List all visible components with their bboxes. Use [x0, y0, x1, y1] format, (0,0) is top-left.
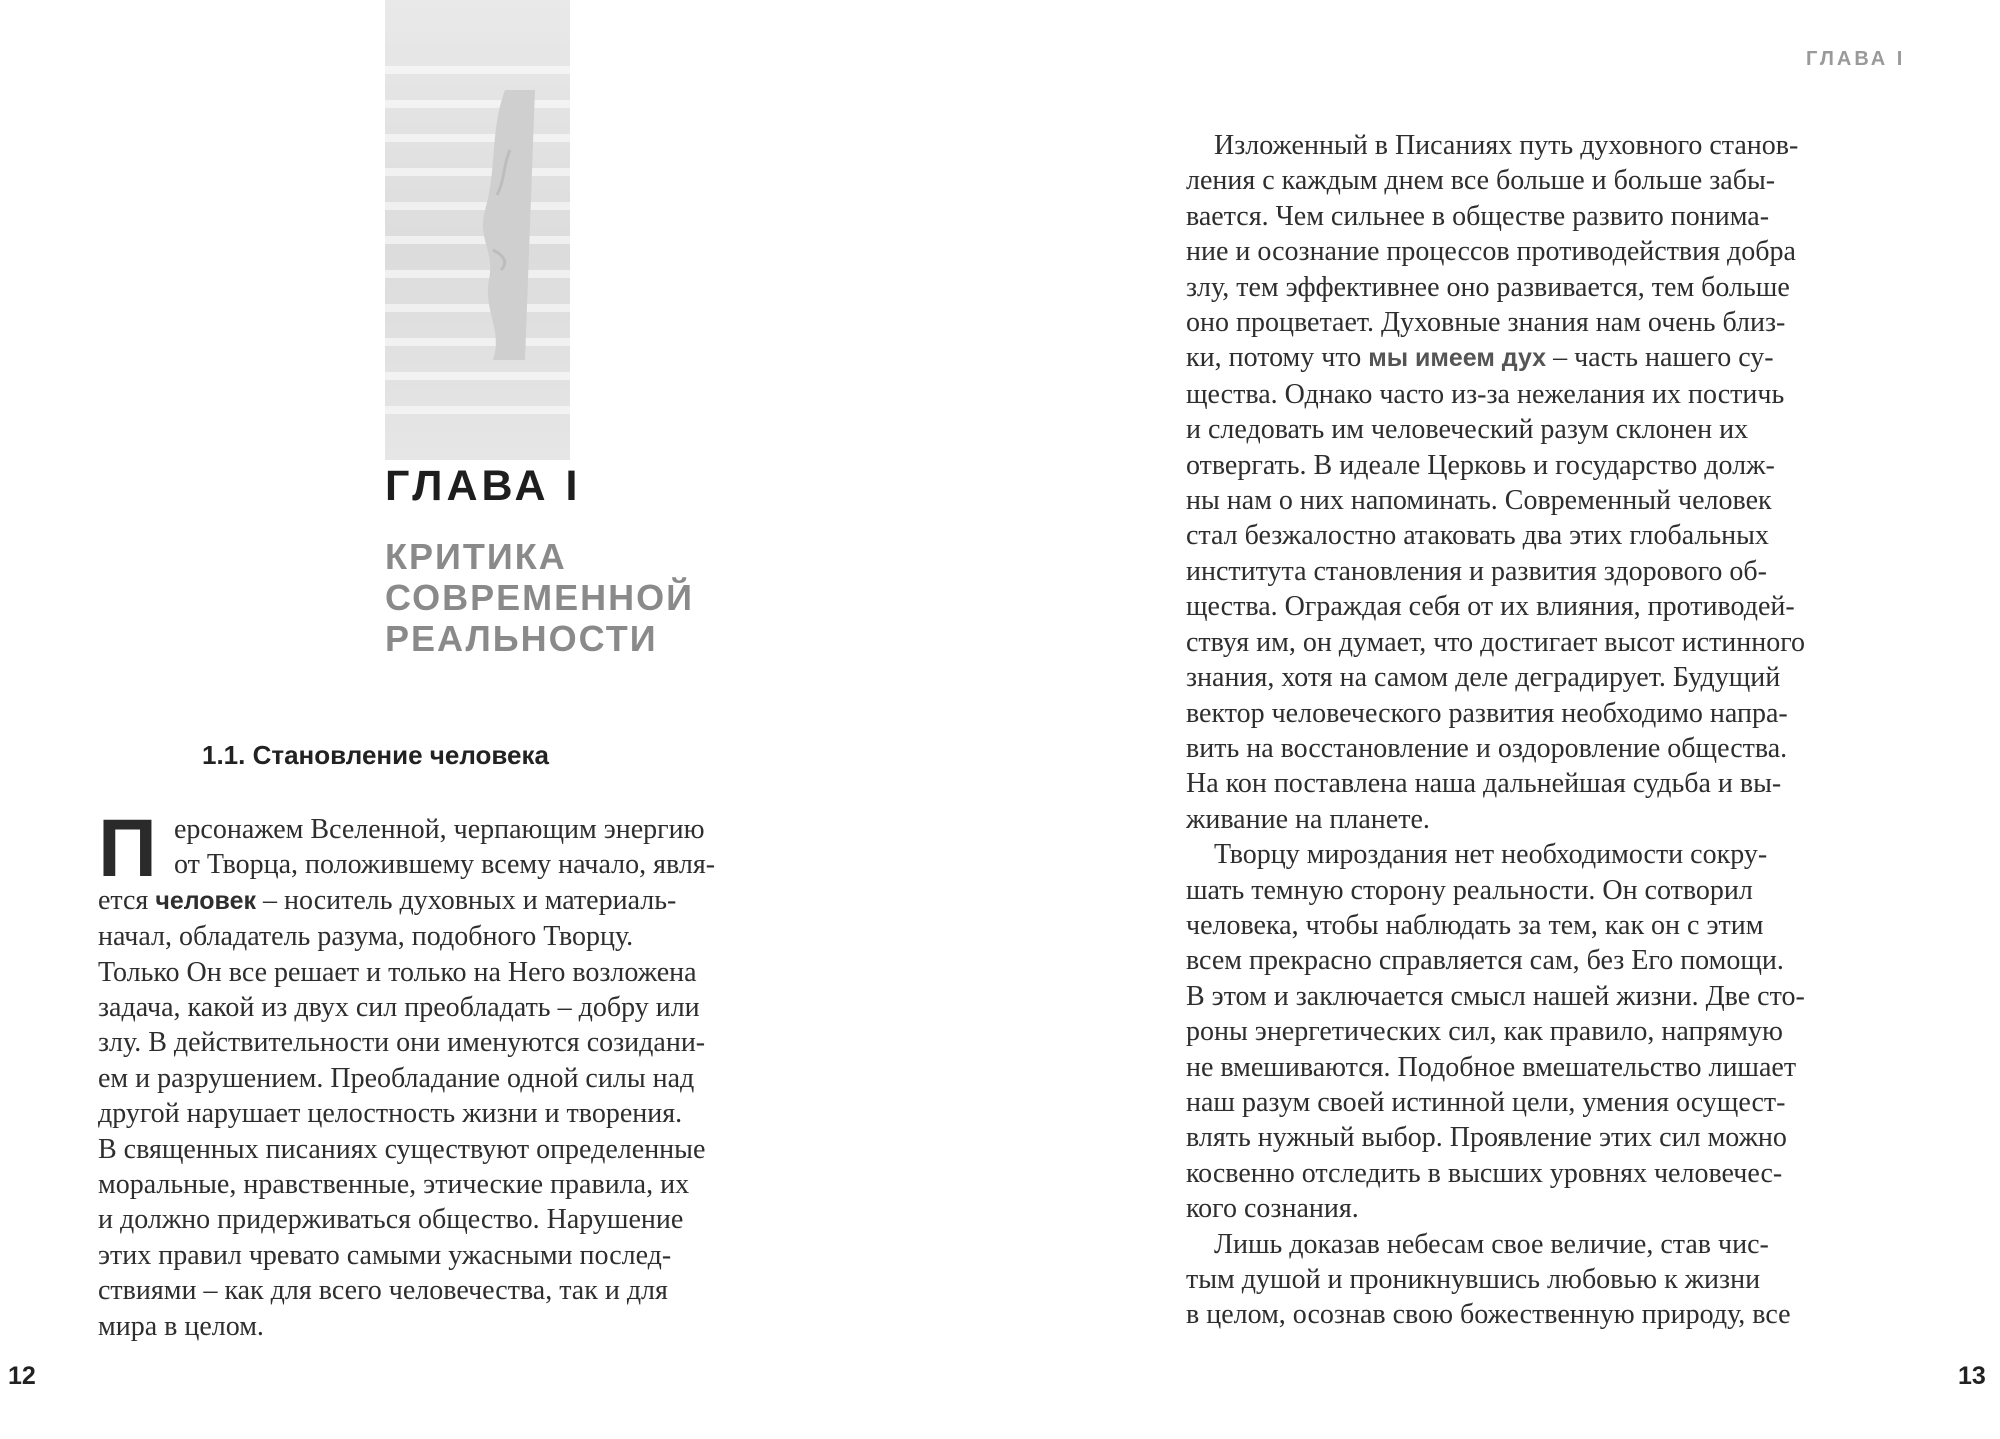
- text-run: ны нам о них напоминать. Современный человек: [1186, 485, 1772, 517]
- text-line: [98, 1025, 828, 1060]
- text-run: и следовать им человеческий разум склонен их: [1186, 414, 1749, 446]
- text-line: [1186, 1120, 1911, 1155]
- text-line: [1186, 837, 1911, 872]
- text-run: злу, тем эффективнее оно развивается, тем больше: [1186, 271, 1790, 303]
- text-line: [98, 919, 828, 954]
- text-run: вить на восстановление и оздоровление общества.: [1186, 732, 1788, 764]
- text-run: – часть нашего су-: [1546, 342, 1774, 374]
- text-run: отвергать. В идеале Церковь и государство долж-: [1186, 449, 1775, 481]
- text-run: ерсонажем Вселенной, черпающим энергию: [174, 814, 705, 845]
- text-run: ствиями – как для всего человечества, так и для: [98, 1275, 668, 1307]
- text-run: моральные, нравственные, этические правила, их: [98, 1169, 690, 1201]
- text-line: [1186, 199, 1911, 234]
- drop-cap-letter: П: [98, 803, 157, 894]
- text-line: [1186, 1014, 1911, 1049]
- text-run: влять нужный выбор. Проявление этих сил можно: [1186, 1122, 1787, 1154]
- text-run: не вмешиваются. Подобное вмешательство лишает: [1186, 1051, 1797, 1083]
- text-run: всем прекрасно справляется сам, без Его помощи.: [1186, 945, 1784, 977]
- text-line: [98, 1167, 828, 1202]
- text-run: наш разум своей истинной цели, умения осущест-: [1186, 1086, 1786, 1118]
- text-line: [1186, 979, 1911, 1014]
- text-line: [1186, 163, 1911, 198]
- text-line: [1186, 1050, 1911, 1085]
- text-run: другой нарушает целостность жизни и творения.: [98, 1098, 683, 1130]
- text-run: этих правил чревато самыми ужасными послед-: [98, 1239, 672, 1271]
- text-run: мира в целом.: [98, 1310, 264, 1342]
- text-line: [98, 955, 828, 990]
- text-run: и должно придерживаться общество. Нарушение: [98, 1204, 684, 1236]
- text-line: [98, 812, 828, 847]
- text-run: злу. В действительности они именуются созидани-: [98, 1027, 706, 1059]
- text-line: [1186, 1262, 1911, 1297]
- text-run: В священных писаниях существуют определенные: [98, 1133, 706, 1165]
- text-run: задача, какой из двух сил преобладать – добру или: [98, 992, 700, 1024]
- text-run: Изложенный в Писаниях путь духовного станов-: [1186, 130, 1799, 161]
- text-line: [1186, 483, 1911, 518]
- text-run: живание на планете.: [1186, 803, 1430, 835]
- emphasized-term: человек: [155, 886, 257, 915]
- text-run: Лишь доказав небесам свое величие, став чис-: [1186, 1228, 1769, 1260]
- text-run: оно процветает. Духовные знания нам очень близ-: [1186, 307, 1786, 339]
- text-line: [98, 990, 828, 1025]
- text-line: [1186, 873, 1911, 908]
- text-run: В этом и заключается смысл нашей жизни. Две сто-: [1186, 980, 1805, 1012]
- right-page: [1000, 0, 2000, 1439]
- text-run: На кон поставлена наша дальнейшая судьба и вы-: [1186, 768, 1782, 800]
- text-run: ние и осознание процессов противодействия добра: [1186, 236, 1796, 268]
- text-line: [98, 1273, 828, 1308]
- text-line: [1186, 518, 1911, 553]
- text-line: [1186, 802, 1911, 837]
- text-line: [98, 1061, 828, 1096]
- text-run: шать темную сторону реальности. Он сотворил: [1186, 874, 1753, 906]
- text-run: стал безжалостно атаковать два этих глобальных: [1186, 520, 1769, 552]
- text-run: тым душой и проникнувшись любовью к жизни: [1186, 1264, 1761, 1295]
- text-line: [1186, 696, 1911, 731]
- text-run: ления с каждым днем все больше и больше забы-: [1186, 165, 1776, 197]
- text-line: [1186, 377, 1911, 412]
- statue-face-image: [385, 0, 570, 460]
- chapter-title-line: РЕАЛЬНОСТИ: [385, 618, 658, 659]
- text-line: [98, 1096, 828, 1131]
- page-number: 13: [1958, 1362, 1986, 1390]
- text-run: щества. Однако часто из-за нежелания их постичь: [1186, 378, 1785, 410]
- emphasized-term: мы имеем дух: [1368, 344, 1547, 373]
- left-body-text: [98, 803, 828, 1344]
- chapter-title-line: СОВРЕМЕННОЙ: [385, 577, 694, 618]
- text-run: ки, потому что: [1186, 342, 1369, 374]
- text-run: начал, обладатель разума, подобного Творцу.: [98, 921, 634, 953]
- text-run: в целом, осознав свою божественную природу, все: [1186, 1299, 1791, 1331]
- text-run: Только Он все решает и только на Него возложена: [98, 956, 697, 988]
- text-run: знания, хотя на самом деле деградирует. Будущий: [1186, 662, 1781, 694]
- text-line: [1186, 234, 1911, 269]
- text-line: [1186, 1227, 1911, 1262]
- chapter-label: ГЛАВА I: [385, 462, 582, 510]
- text-line: [1186, 625, 1911, 660]
- text-run: человека, чтобы наблюдать за тем, как он с этим: [1186, 909, 1764, 941]
- text-run: института становления и развития здорового об-: [1186, 555, 1767, 587]
- text-line: [98, 1132, 828, 1167]
- text-line: [98, 847, 828, 882]
- text-line: [1186, 340, 1911, 376]
- text-line: [1186, 766, 1911, 801]
- text-run: от Творца, положившему всему начало, явля-: [174, 849, 716, 881]
- page-number: 12: [8, 1362, 36, 1390]
- text-line: [1186, 731, 1911, 766]
- chapter-title: [385, 536, 805, 659]
- text-run: вается. Чем сильнее в обществе развито понима-: [1186, 200, 1770, 232]
- text-line: [1186, 412, 1911, 447]
- section-heading: 1.1. Становление человека: [202, 740, 549, 770]
- text-run: щества. Ограждая себя от их влияния, противодей-: [1186, 591, 1795, 623]
- chapter-header-image: [385, 0, 570, 460]
- running-header: ГЛАВА I: [1806, 48, 1906, 70]
- text-line: [1186, 908, 1911, 943]
- text-run: вектор человеческого развития необходимо напра-: [1186, 697, 1788, 729]
- text-run: Творцу мироздания нет необходимости сокру-: [1186, 839, 1768, 871]
- text-run: ствуя им, он думает, что достигает высот истинного: [1186, 626, 1806, 658]
- text-line: [1186, 305, 1911, 340]
- text-line: [1186, 660, 1911, 695]
- right-body-text: [1186, 128, 1911, 1333]
- chapter-title-line: КРИТИКА: [385, 536, 567, 577]
- text-line: [1186, 589, 1911, 624]
- text-run: – носитель духовных и материаль-: [256, 884, 677, 916]
- text-line: [1186, 1085, 1911, 1120]
- text-line: [1186, 1297, 1911, 1332]
- text-line: [1186, 448, 1911, 483]
- text-run: ется: [98, 884, 156, 916]
- text-line: [1186, 943, 1911, 978]
- text-run: косвенно отследить в высших уровнях человечес-: [1186, 1157, 1783, 1189]
- text-line: [98, 1202, 828, 1237]
- text-run: ем и разрушением. Преобладание одной силы над: [98, 1062, 695, 1094]
- text-line: [98, 883, 828, 919]
- text-line: [1186, 128, 1911, 163]
- text-line: [1186, 554, 1911, 589]
- text-run: кого сознания.: [1186, 1193, 1359, 1225]
- text-line: [98, 1309, 828, 1344]
- text-line: [1186, 1156, 1911, 1191]
- text-line: [98, 1238, 828, 1273]
- text-run: роны энергетических сил, как правило, напрямую: [1186, 1016, 1783, 1048]
- text-line: [1186, 1191, 1911, 1226]
- text-line: [1186, 270, 1911, 305]
